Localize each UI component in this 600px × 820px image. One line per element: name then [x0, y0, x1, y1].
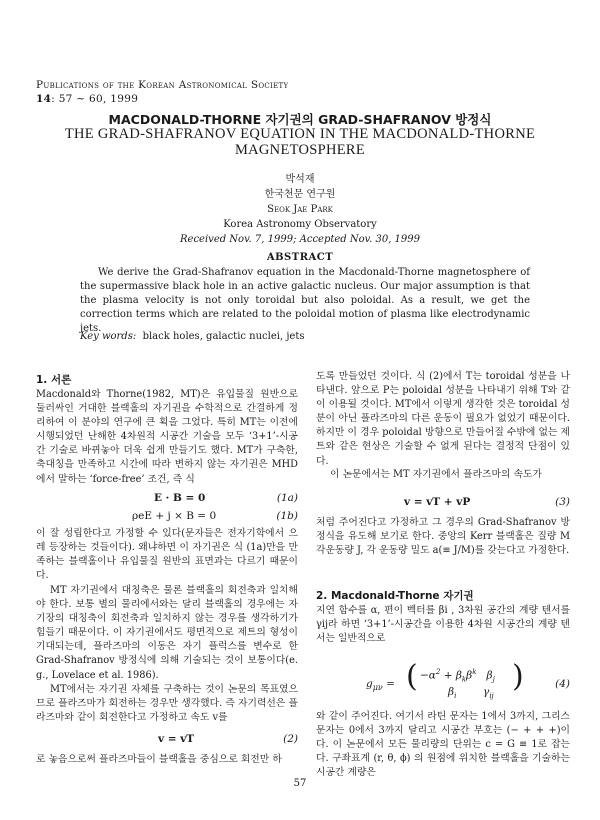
matrix-right-paren: ) [512, 659, 524, 694]
equation-body: v = vT [158, 733, 195, 745]
equation-2 [36, 733, 298, 747]
equation-body: ρeE + j × B = 0 [132, 510, 217, 522]
right-para-1 [316, 370, 570, 469]
right-para-3 [316, 516, 570, 558]
title-english [40, 126, 560, 158]
equation-1b [36, 510, 298, 524]
equation-4 [316, 659, 570, 704]
equation-body: E · B = 0 [154, 492, 206, 504]
equation-number: (1a) [276, 492, 298, 504]
author-name-kr: 박석재 [285, 174, 315, 185]
journal-volume: 14 [36, 93, 52, 105]
paragraph: 와 같이 주어진다. 여기서 라틴 문자는 1에서 3까지, 그리스 문자는 0에서 3까지 달리고 시공간 부호는 (− + + +)이다. 이 논문에서 모든 물리량의 단위는 c = G ≡ 1로 잡는다. 구좌표계 (r, θ, ϕ) 의 원점에 위치한 블랙홀을 기술하는 시공간 계량은 [316, 711, 570, 779]
paragraph: 지연 함수를 α, 편이 벡터를 βi , 3차원 공간의 계량 텐서를 γij라 하면 ‘3+1’-시공간을 이용한 4차원 시공간의 계량 텐서는 일반적으로 [316, 605, 570, 645]
matrix-row-1: $-\alpha^2 + \beta_k\beta^k$ $\beta_j$ [420, 668, 495, 684]
author-affiliation-kr: 한국천문 연구원 [264, 189, 336, 200]
author-block [0, 172, 600, 247]
received-dates: Received Nov. 7, 1999; Accepted Nov. 30, 1999 [180, 234, 420, 245]
journal-header [36, 78, 288, 106]
left-para-3 [36, 584, 298, 683]
journal-volume-line [36, 92, 288, 106]
title-korean: MACDONALD-THORNE 자기권의 GRAD-SHAFRANOV 방정식 [108, 112, 492, 127]
title-english-line1: THE GRAD-SHAFRANOV EQUATION IN THE MACDONALD-THORNE [64, 126, 536, 142]
left-para-5 [36, 753, 298, 767]
equation-number: (2) [283, 733, 298, 745]
keywords [80, 330, 530, 344]
journal-pages: : 57 ∼ 60, 1999 [51, 93, 139, 105]
author-affiliation-en: Korea Astronomy Observatory [223, 219, 377, 230]
keywords-label: Key words: [80, 331, 137, 342]
equation-1a [36, 492, 298, 506]
paragraph: 이 논문에서는 MT 자기권에서 플라즈마의 속도가 [330, 469, 542, 480]
abstract-heading: ABSTRACT [266, 252, 334, 263]
matrix-row-2: $\beta_i$ $\gamma_{ij}$ [448, 686, 494, 701]
section-1-heading: 1. 서론 [36, 374, 72, 386]
title-english-line2: MAGNETOSPHERE [234, 142, 366, 158]
paragraph: 도록 만들었던 것이다. 식 (2)에서 T는 toroidal 성분을 나타낸다. 앞으로 P는 poloidal 성분을 나타내기 위해 T와 같이 이용될 것이다. MT에서 이렇게 생각한 것은 toroidal 성분이 아닌 플라즈마의 다른 운동이 필요가 없었기 때문이다. 하지만 이 경우 poloidal 방향으로 만들어질 수밖에 없는 제트와 같은 현상은 기술할 수 없게 된다는 결정적 단점이 있다. [316, 371, 570, 467]
section-2-heading: 2. Macdonald-Thorne 자기권 [316, 590, 474, 602]
equation-body: v = vT + vP [404, 496, 471, 508]
left-para-4 [36, 683, 298, 725]
right-para-2 [316, 468, 570, 482]
equation-number: (1b) [276, 510, 298, 522]
matrix-left-paren: ( [406, 659, 418, 694]
equation-number: (3) [555, 496, 570, 508]
page-number: 57 [293, 778, 307, 789]
left-para-2 [36, 527, 298, 583]
paragraph: 로 놓음으로써 플라즈마들이 블랙홀을 중심으로 회전만 하 [36, 754, 282, 765]
paragraph: 이 잘 성립한다고 가정할 수 있다(문자들은 전자기학에서 으레 등장하는 것들이다). 왜냐하면 이 자기권은 식 (1a)만을 만족하는 블랙홀이나 유입물질 원반의 표면과는 다르기 때문이다. [36, 528, 298, 582]
paragraph: 처럼 주어진다고 가정하고 그 경우의 Grad-Shafranov 방정식을 유도해 보기로 한다. 중앙의 Kerr 블랙홀은 질량 M 각운동량 J, 각 운동량 밀도 a(≡ J/M)를 갖는다고 가정한다. [316, 517, 570, 557]
paragraph: MT에서는 자기권 자체를 구축하는 것이 논문의 목표였으므로 플라즈마가 회전하는 경우만 생각했다. 즉 자기력선은 플라즈마와 같이 회전한다고 가정하고 속도 v를 [36, 684, 298, 724]
right-para-5 [316, 710, 570, 780]
right-para-4 [316, 604, 570, 646]
equation-lhs: $g_{\mu\nu}$ = [366, 678, 395, 693]
paragraph: MT 자기권에서 대칭축은 물론 블랙홀의 회전축과 일치해야 한다. 보통 별의 물리에서와는 달리 블랙홀의 경우에는 자기장의 대칭축이 회전축과 일치하지 않는 경우를 생각하기가 힘들기 때문이다. 이 자기권에서도 평면적으로 제트의 형성이 기대되는데, 플라즈마의 이동은 자기 플럭스를 변수로 한 Grad-Shafranov 방정식에 의해 기술되는 것이 보통이다(e. g., Lovelace et al. 1986). [36, 585, 298, 681]
equation-3 [316, 496, 570, 510]
paragraph: Macdonald와 Thorne(1982, MT)은 유입물질 원반으로 둘러싸인 거대한 블랙홀의 자기권을 수학적으로 간결하게 정리하여 이 분야의 연구에 큰 획을 그었다. 특히 MT는 이전에 시행되었던 난해한 4차원적 시공간 기술을 모두 ‘3+1’-시공간 기술로 바뀌놓아 더욱 쉽게 만들기도 했다. MT가 구축한, 축대칭을 만족하고 시간에 따라 변하지 않는 자기권은 MHD에서 말하는 ‘force-free’ 조건, 즉 식 [36, 389, 298, 485]
abstract-text: We derive the Grad-Shafranov equation in the Macdonald-Thorne magnetosphere of the supermassive black hole in an active galactic nucleus. Our major assumption is that the plasma velocity is not only toroidal but also poloidal. As a result, we get the correction terms which are related to the poloidal motion of plasma like electrodynamic jets. [80, 267, 530, 334]
equation-number: (4) [555, 678, 570, 690]
author-name-en: Seok Jae Park [267, 204, 333, 215]
keywords-list: black holes, galactic nuclei, jets [142, 331, 305, 342]
journal-name: Publications of the Korean Astronomical Society [36, 79, 289, 91]
left-para-1 [36, 388, 298, 487]
